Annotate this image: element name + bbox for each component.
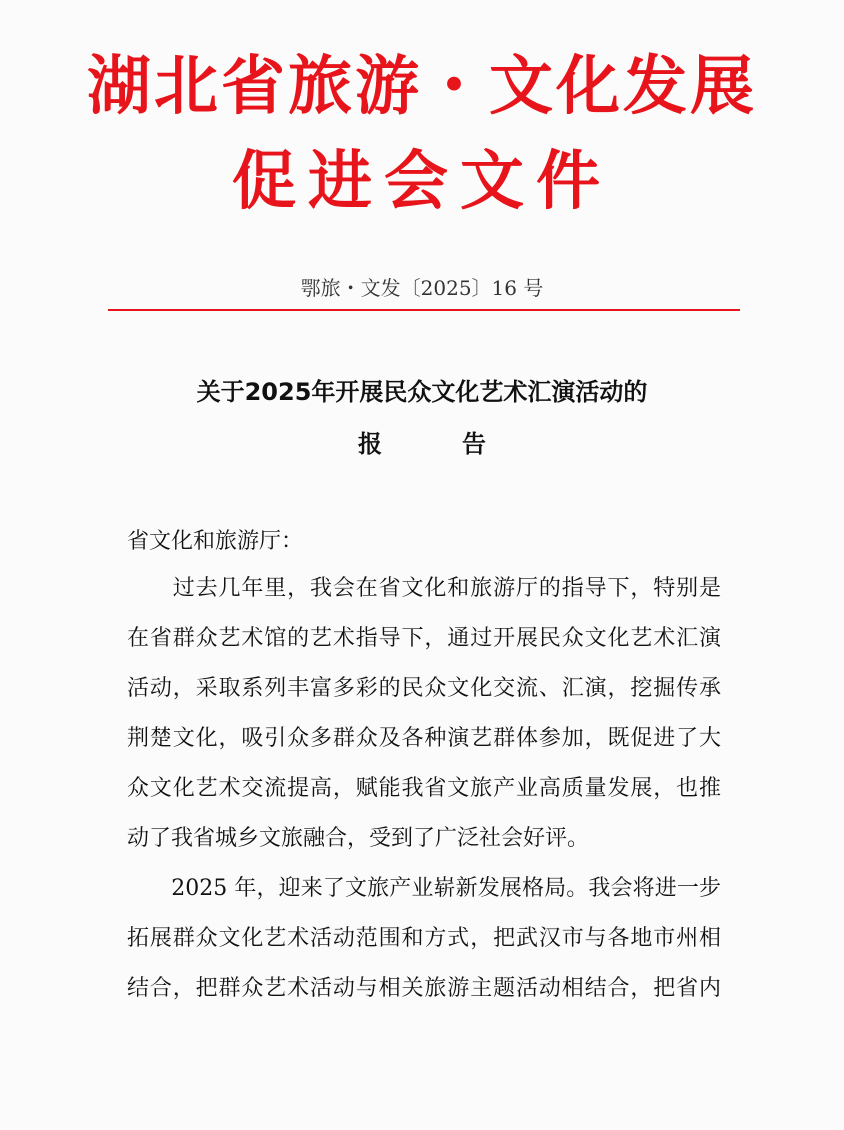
body-paragraph-1 bbox=[127, 564, 721, 864]
salutation: 省文化和旅游厅： bbox=[127, 529, 304, 554]
paragraph-line: 过去几年里，我会在省文化和旅游厅的指导下，特别是 bbox=[127, 576, 721, 601]
body-paragraph-2 bbox=[127, 864, 721, 1014]
paragraph-line: 众文化艺术交流提高，赋能我省文旅产业高质量发展，也推 bbox=[127, 776, 721, 801]
report-title-char-2: 告 bbox=[462, 430, 486, 458]
red-divider-line bbox=[108, 309, 740, 311]
report-title-subtitle bbox=[0, 424, 844, 459]
paragraph-line: 活动，采取系列丰富多彩的民众文化交流、汇演，挖掘传承 bbox=[127, 676, 721, 701]
paragraph-line: 2025 年，迎来了文旅产业崭新发展格局。我会将进一步 bbox=[127, 876, 721, 901]
issuer-title-line-1: 湖北省旅游・文化发展 bbox=[87, 50, 757, 124]
paragraph-line: 荆楚文化，吸引众多群众及各种演艺群体参加，既促进了大 bbox=[127, 726, 721, 751]
report-title: 关于2025年开展民众文化艺术汇演活动的 bbox=[196, 378, 648, 406]
paragraph-line: 动了我省城乡文旅融合，受到了广泛社会好评。 bbox=[127, 826, 590, 851]
issuer-title-line-2: 促进会文件 bbox=[232, 145, 612, 219]
report-title-char-1: 报 bbox=[358, 430, 382, 458]
paragraph-line: 在省群众艺术馆的艺术指导下，通过开展民众文化艺术汇演 bbox=[127, 626, 721, 651]
paragraph-line: 结合，把群众艺术活动与相关旅游主题活动相结合，把省内 bbox=[127, 976, 721, 1001]
document-number: 鄂旅・文发〔2025〕16 号 bbox=[300, 276, 544, 300]
paragraph-line: 拓展群众文化艺术活动范围和方式，把武汉市与各地市州相 bbox=[127, 926, 721, 951]
